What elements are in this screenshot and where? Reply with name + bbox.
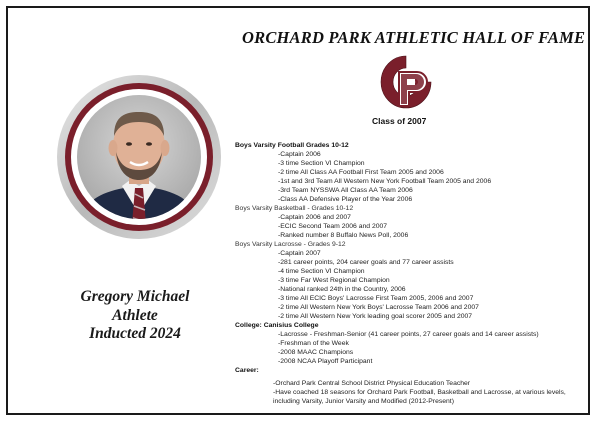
list-item: -2008 MAAC Champions — [278, 349, 354, 356]
list-item: -Orchard Park Central School District Physical Education Teacher — [273, 380, 471, 387]
college-heading: College: Canisius College — [235, 322, 319, 329]
list-item: -2 time All Western New York Boys' Lacrosse Team 2006 and 2007 — [278, 304, 479, 311]
op-monogram-logo — [377, 52, 435, 112]
list-item: -2 time All Western New York leading goal scorer 2005 and 2007 — [278, 313, 473, 320]
page-title: ORCHARD PARK ATHLETIC HALL OF FAME — [242, 28, 586, 47]
inductee-category: Athlete — [112, 306, 158, 324]
list-item: -Captain 2006 — [278, 151, 321, 158]
lacrosse-heading: Boys Varsity Lacrosse - Grades 9-12 — [235, 241, 346, 248]
list-item: -National ranked 24th in the Country, 2006 — [278, 286, 406, 293]
list-item: -4 time Section VI Champion — [278, 268, 365, 275]
inductee-name: Gregory Michael — [80, 288, 190, 305]
list-item: -3 time Far West Regional Champion — [278, 277, 390, 284]
list-item: -3rd Team NYSSWA All Class AA Team 2006 — [278, 187, 413, 194]
list-item: -Freshman of the Week — [278, 340, 349, 347]
list-item: -ECIC Second Team 2006 and 2007 — [278, 223, 388, 230]
list-item: -3 time All ECIC Boys' Lacrosse First Team 2005, 2006 and 2007 — [278, 295, 474, 302]
list-item: -281 career points, 204 career goals and 77 career assists — [278, 259, 454, 266]
list-item: -Ranked number 8 Buffalo News Poll, 2006 — [278, 232, 409, 239]
list-item: -2008 NCAA Playoff Participant — [278, 358, 373, 365]
class-of-label: Class of 2007 — [372, 116, 427, 126]
list-item: -Captain 2007 — [278, 250, 321, 257]
basketball-heading: Boys Varsity Basketball - Grades 10-12 — [235, 205, 354, 212]
bio-section — [235, 141, 587, 406]
football-heading: Boys Varsity Football Grades 10-12 — [235, 142, 349, 149]
list-item: -Have coached 18 seasons for Orchard Park Football, Basketball and Lacrosse, at various levels, including Varsity, Junior Varsity and Modified (2012-Present) — [273, 389, 566, 405]
list-item: -Lacrosse - Freshman-Senior (41 career points, 27 career goals and 14 career assists) — [278, 331, 539, 338]
list-item: -Captain 2006 and 2007 — [278, 214, 351, 221]
career-heading: Career: — [235, 367, 259, 374]
list-item: -Class AA Defensive Player of the Year 2006 — [278, 196, 413, 203]
inductee-caption — [40, 288, 230, 344]
list-item: -3 time Section VI Champion — [278, 160, 365, 167]
portrait-medallion — [56, 74, 222, 240]
list-item: -1st and 3rd Team All Western New York Football Team 2005 and 2006 — [278, 178, 492, 185]
inductee-year: Inducted 2024 — [89, 325, 181, 342]
list-item: -2 time All Class AA Football First Team 2005 and 2006 — [278, 169, 444, 176]
